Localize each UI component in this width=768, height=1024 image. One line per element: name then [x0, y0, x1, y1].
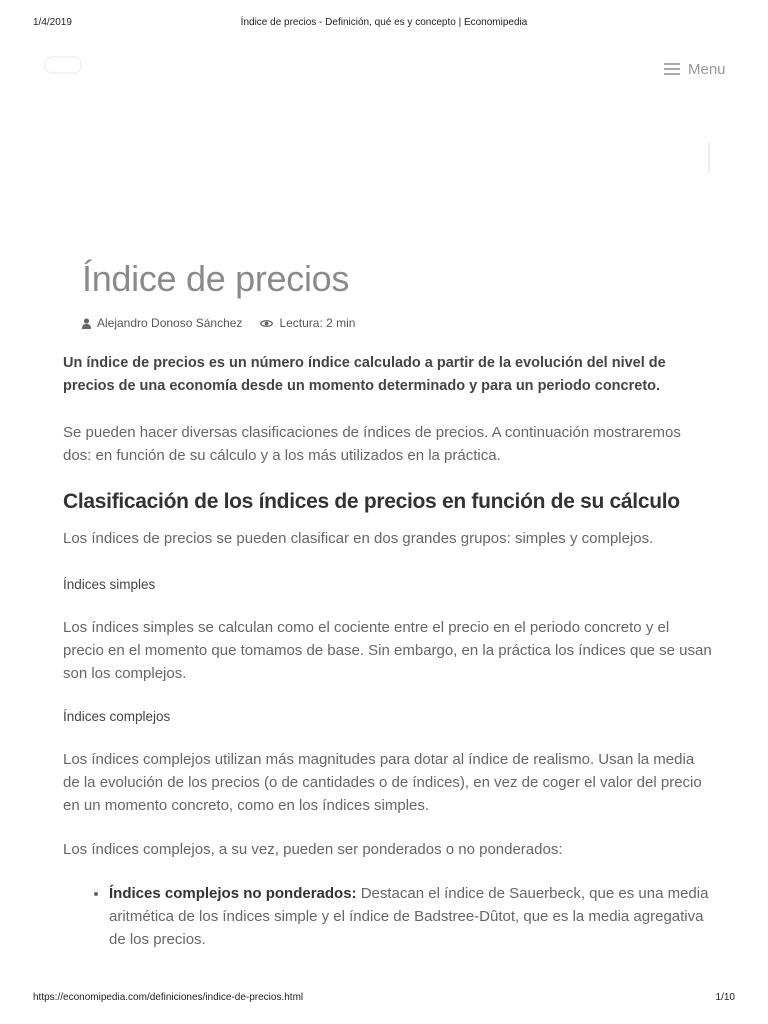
paragraph-weighted: Los índices complejos, a su vez, pueden ser ponderados o no ponderados:	[63, 841, 563, 858]
print-header	[0, 17, 768, 31]
print-document-title: Índice de precios - Definición, qué es y concepto | Economipedia	[240, 17, 528, 28]
weighting-list	[63, 882, 713, 951]
user-icon	[82, 318, 91, 329]
menu-label: Menu	[688, 60, 726, 78]
paragraph-simple: Los índices simples se calculan como el cociente entre el precio en el periodo concreto y el precio en el momento que tomamos de base. Sin embargo, en la práctica los índices que se usan son los complejos.	[63, 619, 712, 682]
print-page-number: 1/10	[715, 992, 735, 1003]
paragraph-complex: Los índices complejos utilizan más magnitudes para dotar al índice de realismo. Usan la media de la evolución de los precios (o de cantidades o de índices), en vez de coger el valor del precio en un momento concreto, como en los índices simples.	[63, 751, 702, 814]
section-heading: Clasificación de los índices de precios en función de su cálculo	[63, 490, 680, 513]
print-date: 1/4/2019	[33, 17, 72, 28]
subheading-simple: Índices simples	[63, 577, 156, 592]
reading-time-meta	[260, 316, 355, 330]
print-footer	[0, 992, 768, 1006]
ad-placeholder-mark	[708, 143, 710, 173]
print-url: https://economipedia.com/definiciones/indice-de-precios.html	[33, 992, 304, 1003]
paragraph-groups: Los índices de precios se pueden clasificar en dos grandes grupos: simples y complejos.	[63, 530, 654, 547]
eye-icon	[260, 319, 273, 328]
menu-button[interactable]	[664, 58, 726, 80]
list-item	[109, 882, 713, 951]
article-meta	[82, 316, 355, 330]
article-body	[63, 352, 713, 951]
logo-mark-icon	[44, 56, 82, 74]
hamburger-icon	[664, 63, 680, 75]
author-name: Alejandro Donoso Sánchez	[97, 316, 243, 330]
list-item-term: Índices complejos no ponderados:	[109, 885, 357, 902]
list-item-text: Destacan el índice de Sauerbeck, que es una media aritmética de los índices simple y el índice de Badstree-Dûtot, que es la media agregativa de los precios.	[109, 885, 709, 948]
paragraph-intro: Se pueden hacer diversas clasificaciones de índices de precios. A continuación mostraremos dos: en función de su cálculo y a los más utilizados en la práctica.	[63, 424, 681, 464]
site-logo[interactable]	[44, 54, 194, 76]
subheading-complex: Índices complejos	[63, 709, 171, 724]
article-lead: Un índice de precios es un número índice calculado a partir de la evolución del nivel de precios de una economía desde un momento determinado y para un periodo concreto.	[63, 355, 666, 394]
author-meta[interactable]	[82, 316, 242, 330]
reading-time: Lectura: 2 min	[279, 316, 356, 330]
page-title: Índice de precios	[82, 258, 350, 299]
